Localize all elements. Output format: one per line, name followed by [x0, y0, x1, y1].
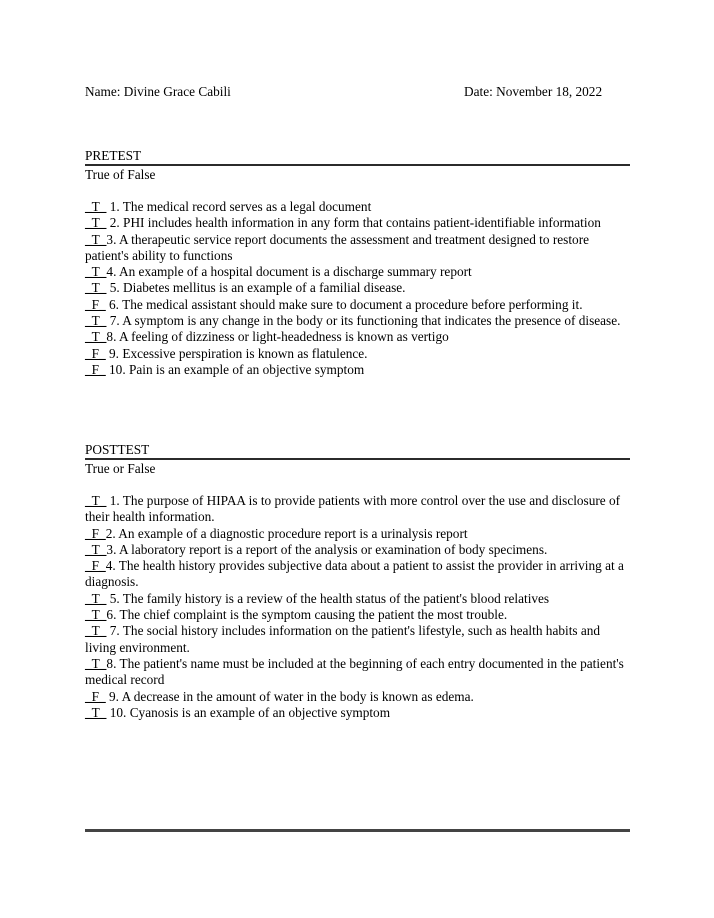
list-item [85, 232, 633, 265]
list-item [85, 558, 633, 591]
question-text: 5. The family history is a review of the health status of the patient's blood relatives [106, 590, 550, 606]
question-text: 4. An example of a hospital document is a discharge summary report [106, 264, 472, 280]
answer-mark: _T_ [85, 329, 107, 345]
student-name: Name: Divine Grace Cabili [85, 84, 231, 99]
question-text: 9. Excessive perspiration is known as flatulence. [105, 345, 368, 361]
list-item [85, 591, 633, 607]
question-text: 2. An example of a diagnostic procedure report is a urinalysis report [105, 525, 468, 541]
list-item [85, 607, 633, 623]
posttest-subtitle: True or False [85, 461, 156, 476]
pretest-divider [85, 164, 630, 166]
list-item [85, 656, 633, 689]
answer-mark: _T_ [85, 590, 107, 606]
question-text: 10. Pain is an example of an objective symptom [105, 361, 365, 377]
list-item [85, 280, 633, 296]
question-text: 7. A symptom is any change in the body or its functioning that indicates the presence of disease. [106, 313, 621, 329]
question-text: 6. The medical assistant should make sure to document a procedure before performing it. [105, 296, 583, 312]
list-item [85, 346, 633, 362]
answer-mark: _T_ [85, 231, 107, 247]
answer-mark: _T_ [85, 623, 107, 639]
question-text: 1. The purpose of HIPAA is to provide patients with more control over the use and disclosure of their health information. [85, 493, 621, 525]
answer-mark: _T_ [85, 313, 107, 329]
list-item [85, 199, 633, 215]
answer-mark: _T_ [85, 215, 107, 231]
question-text: 10. Cyanosis is an example of an objective symptom [106, 704, 391, 720]
question-text: 3. A therapeutic service report documents the assessment and treatment designed to restore patient's ability to functions [85, 231, 590, 263]
answer-mark: _F_ [85, 688, 106, 704]
question-text: 4. The health history provides subjective data about a patient to assist the provider in arriving at a diagnosis. [85, 558, 624, 590]
list-item [85, 542, 633, 558]
question-text: 3. A laboratory report is a report of the analysis or examination of body specimens. [106, 541, 548, 557]
answer-mark: _F_ [85, 296, 106, 312]
list-item [85, 215, 633, 231]
answer-mark: _T_ [85, 704, 107, 720]
answer-mark: _F_ [85, 525, 106, 541]
posttest-divider [85, 458, 630, 460]
list-item [85, 526, 633, 542]
list-item [85, 705, 633, 721]
answer-mark: _T_ [85, 280, 107, 296]
list-item [85, 493, 633, 526]
question-text: 8. A feeling of dizziness or light-headedness is known as vertigo [106, 329, 449, 345]
answer-mark: _T_ [85, 493, 107, 508]
question-text: 8. The patient's name must be included at the beginning of each entry documented in the patient's medical record [85, 655, 624, 688]
answer-mark: _T_ [85, 199, 107, 214]
list-item [85, 264, 633, 280]
question-text: 2. PHI includes health information in any form that contains patient-identifiable information [106, 215, 601, 231]
list-item [85, 297, 633, 313]
test-date: Date: November 18, 2022 [464, 84, 603, 99]
answer-mark: _F_ [85, 345, 106, 361]
answer-mark: _T_ [85, 541, 107, 557]
question-text: 9. A decrease in the amount of water in the body is known as edema. [105, 688, 474, 704]
question-text: 6. The chief complaint is the symptom causing the patient the most trouble. [106, 607, 508, 623]
pretest-list [85, 199, 633, 378]
answer-mark: _T_ [85, 264, 107, 280]
list-item [85, 313, 633, 329]
answer-mark: _F_ [85, 361, 106, 377]
answer-mark: _T_ [85, 607, 107, 623]
answer-mark: _T_ [85, 655, 107, 671]
posttest-title: POSTTEST [85, 442, 150, 457]
posttest-list [85, 493, 633, 721]
answer-mark: _F_ [85, 558, 106, 574]
pretest-title: PRETEST [85, 148, 142, 163]
pretest-subtitle: True of False [85, 167, 156, 182]
list-item [85, 623, 633, 656]
question-text: 7. The social history includes information on the patient's lifestyle, such as health habits and living environment. [85, 623, 601, 655]
footer-divider [85, 829, 630, 832]
question-text: 5. Diabetes mellitus is an example of a familial disease. [106, 280, 406, 296]
question-text: 1. The medical record serves as a legal document [106, 199, 372, 214]
list-item [85, 689, 633, 705]
list-item [85, 362, 633, 378]
list-item [85, 329, 633, 345]
